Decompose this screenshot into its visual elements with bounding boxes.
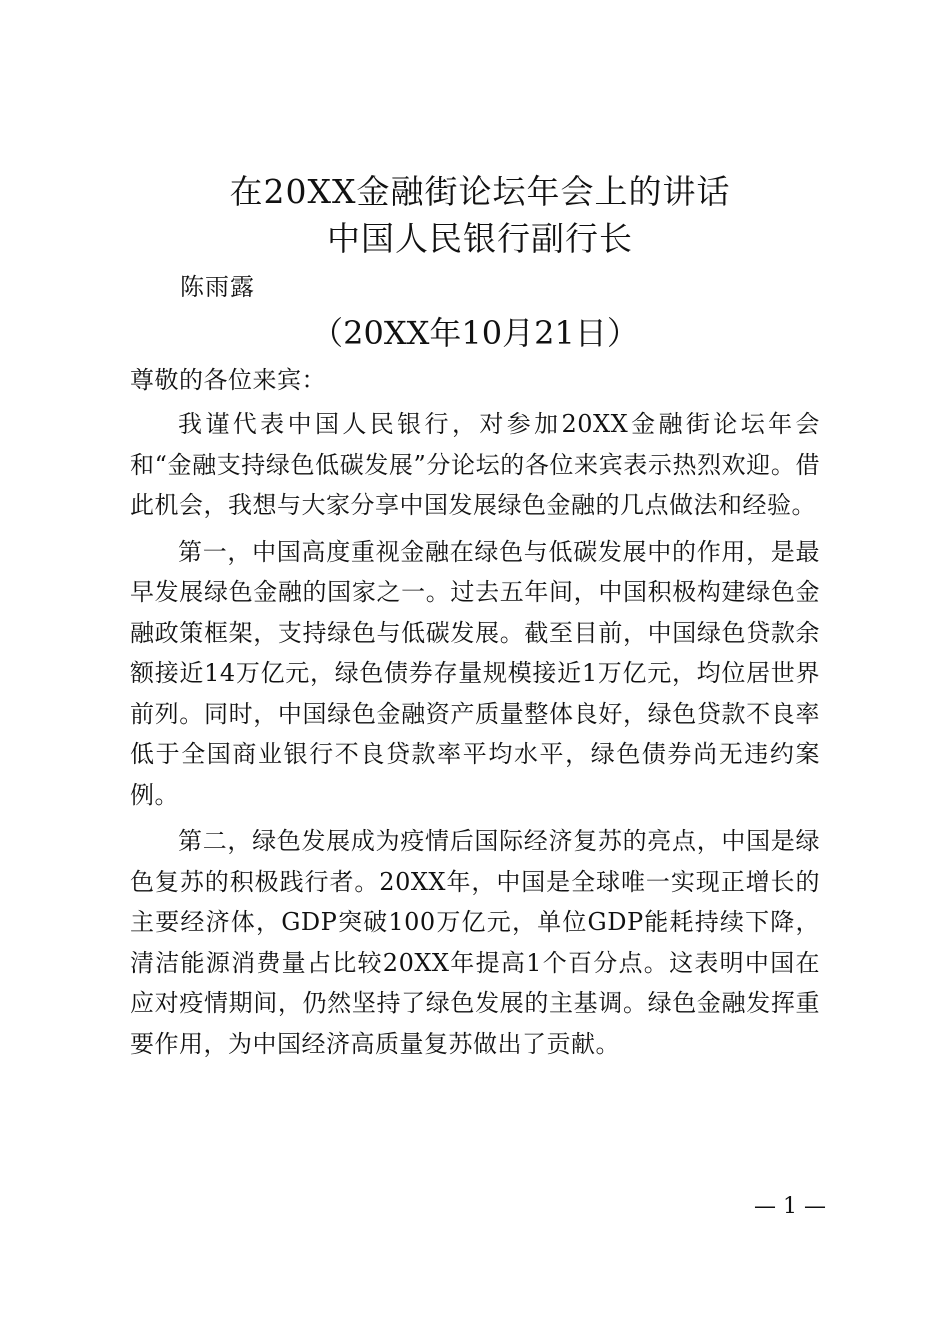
speech-date: （20XX年10月21日） [311,314,639,352]
paragraph-welcome: 我谨代表中国人民银行，对参加20XX金融街论坛年会和“金融支持绿色低碳发展”分论坛的各位来宾表示热烈欢迎。借此机会，我想与大家分享中国发展绿色金融的几点做法和经验。 [130,410,820,519]
paragraph-first-point: 第一，中国高度重视金融在绿色与低碳发展中的作用，是最早发展绿色金融的国家之一。过去五年间，中国积极构建绿色金融政策框架，支持绿色与低碳发展。截至目前，中国绿色贷款余额接近14万亿元，绿色债券存量规模接近1万亿元，均位居世界前列。同时，中国绿色金融资产质量整体良好，绿色贷款不良率低于全国商业银行不良贷款率平均水平，绿色债券尚无违约案例。 [130,537,820,809]
title-line-1: 在20XX金融街论坛年会上的讲话 [229,172,731,211]
title-line-2: 中国人民银行副行长 [327,219,633,258]
speech-body [130,362,820,1064]
speech-title [0,168,950,262]
speaker-name: 陈雨露 [180,273,255,301]
paragraph-second-point: 第二，绿色发展成为疫情后国际经济复苏的亮点，中国是绿色复苏的积极践行者。20XX年，中国是全球唯一实现正增长的主要经济体，GDP突破100万亿元，单位GDP能耗持续下降，清洁能源消费量占比较20XX年提高1个百分点。这表明中国在应对疫情期间，仍然坚持了绿色发展的主基调。绿色金融发挥重要作用，为中国经济高质量复苏做出了贡献。 [130,827,820,1058]
salutation: 尊敬的各位来宾： [130,366,326,394]
page-number: — 1 — [754,1194,826,1219]
